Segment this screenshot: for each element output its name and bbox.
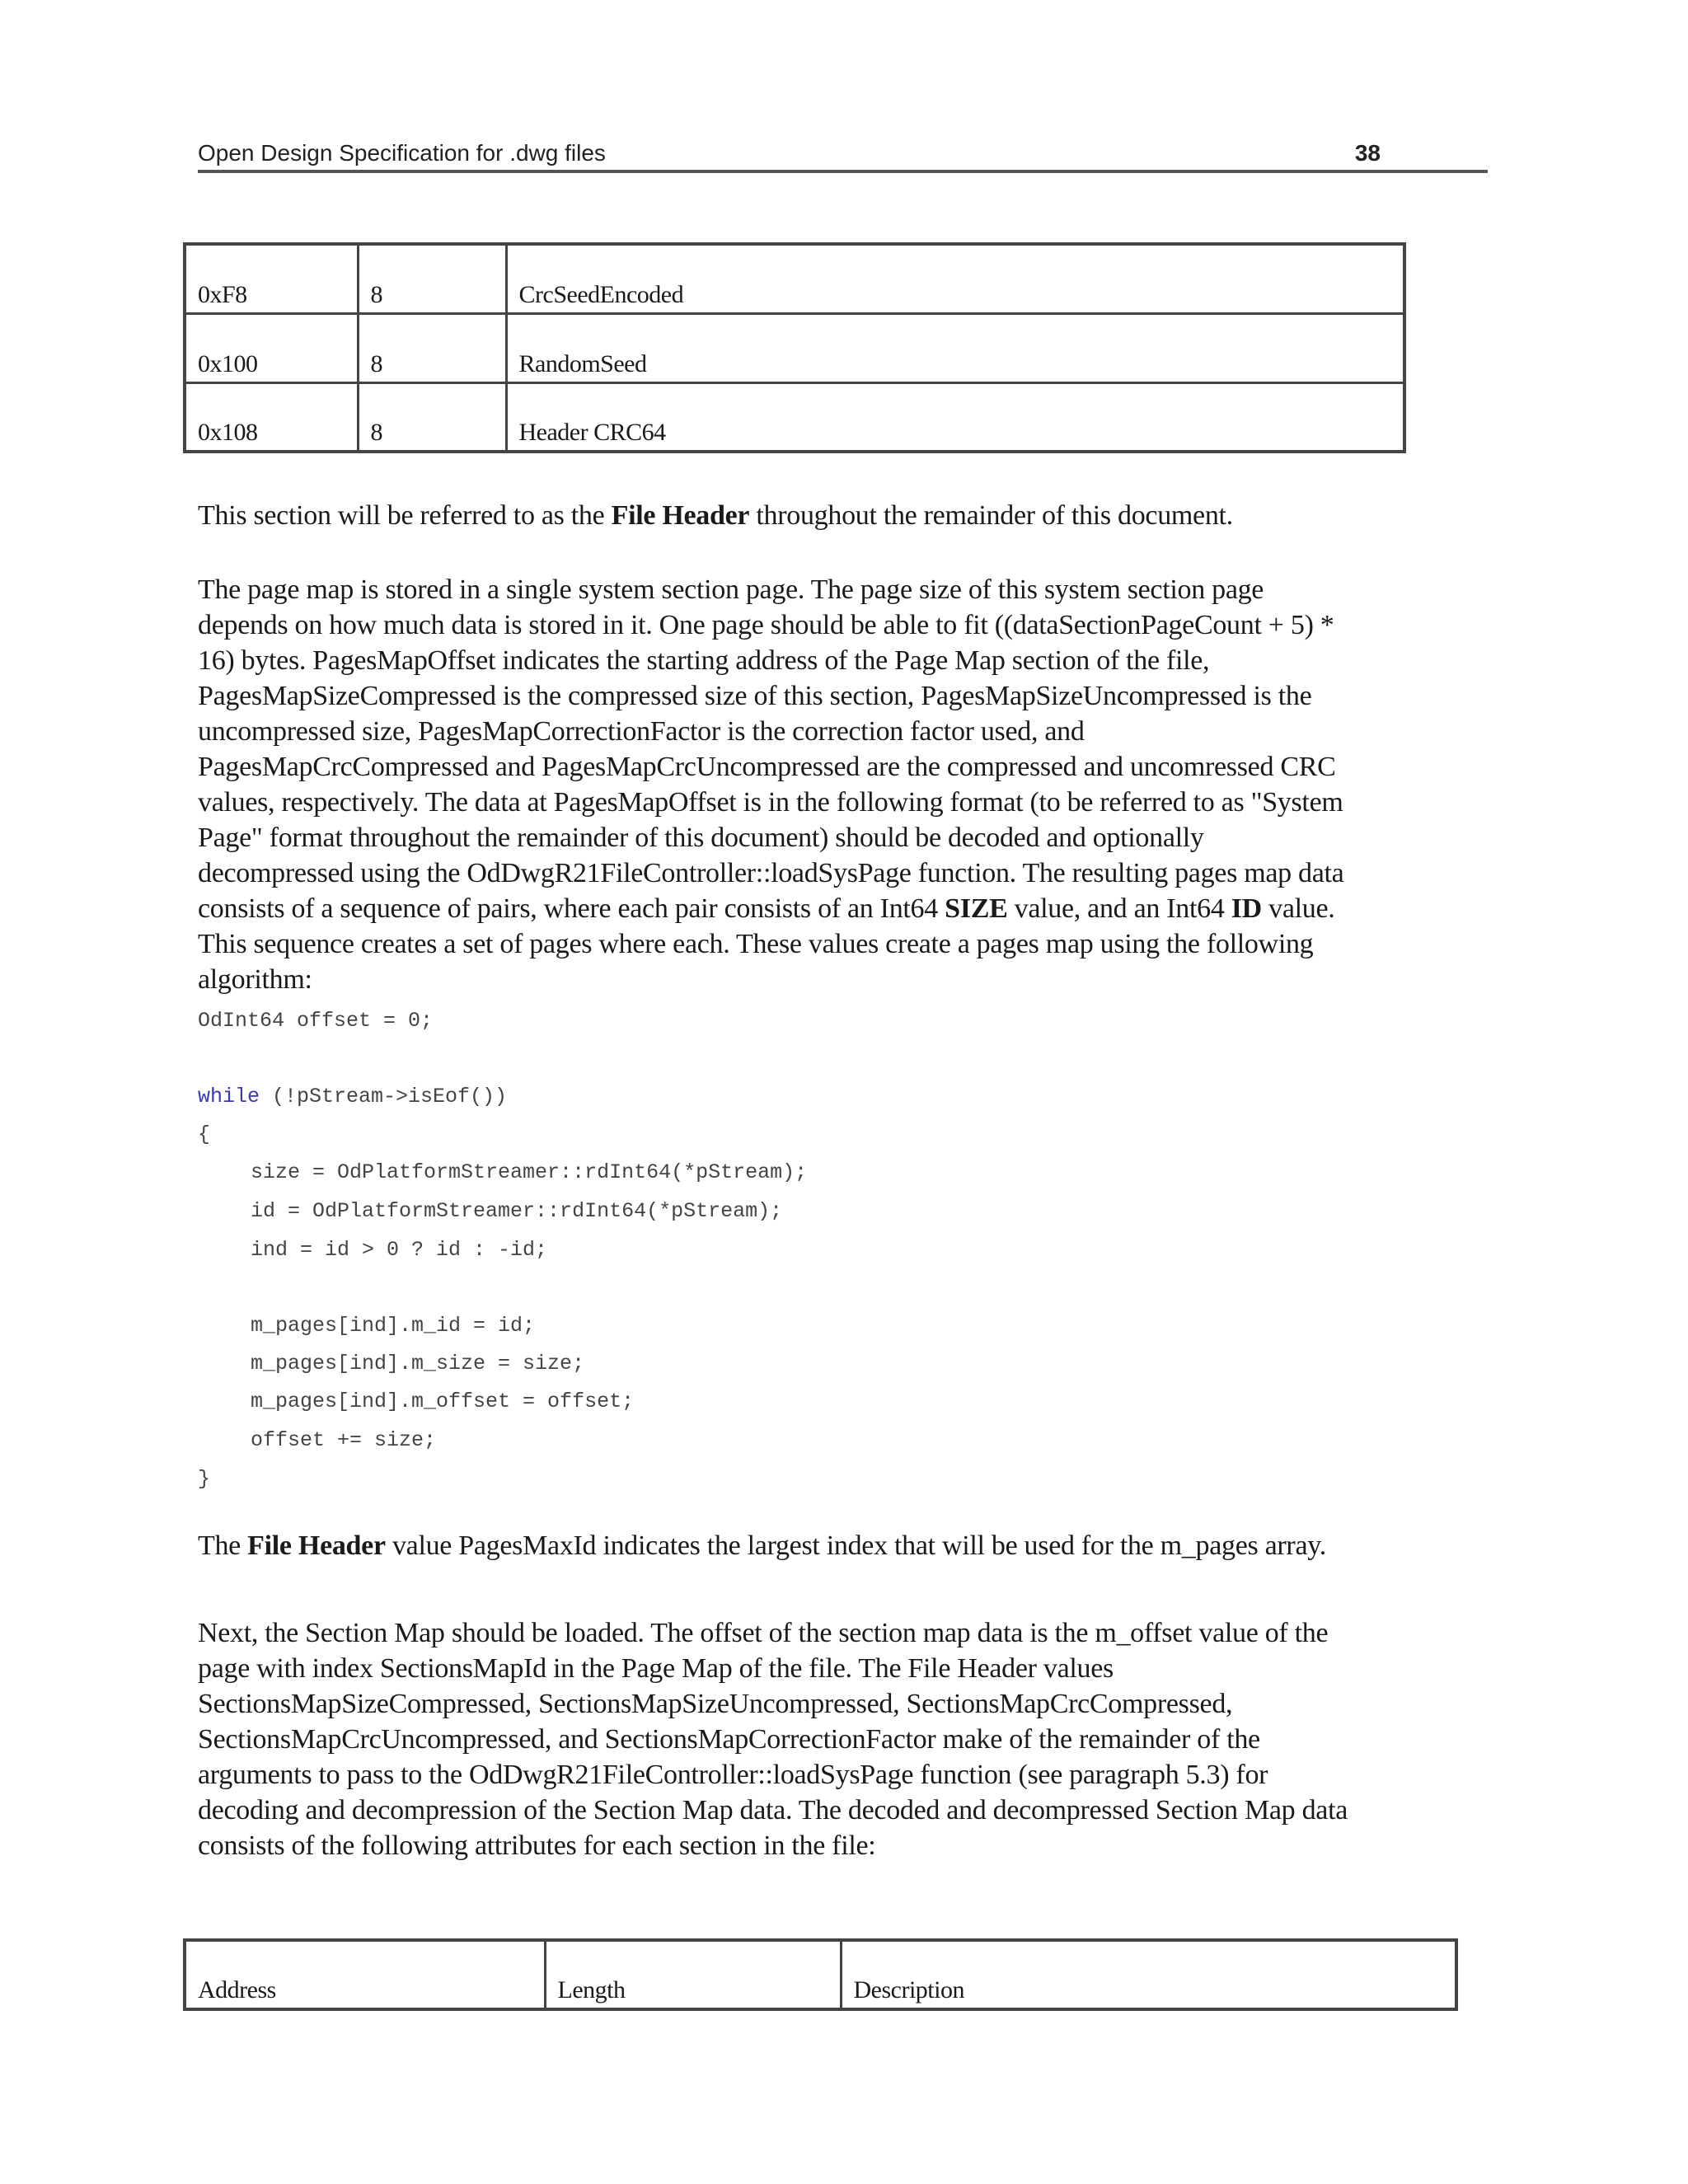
text-line: SectionsMapSizeCompressed, SectionsMapSizeUncompressed, SectionsMapCrcCompressed, [198,1689,1233,1719]
code-keyword: while [198,1085,260,1108]
text-line: Page" format throughout the remainder of this document) should be decoded and optionally [198,823,1204,853]
page-header [198,135,1488,173]
text-span: value. [1261,893,1335,924]
code-line: offset += size; [251,1428,437,1452]
text-line: page with index SectionsMapId in the Page Map of the file. The File Header values [198,1653,1114,1684]
code-line: m_pages[ind].m_size = size; [251,1352,585,1376]
code-line: m_pages[ind].m_offset = offset; [251,1390,635,1413]
table-header-row [185,1940,1456,2009]
bold-term: SIZE [945,893,1008,924]
text-line: PagesMapCrcCompressed and PagesMapCrcUncompressed are the compressed and uncomressed CRC [198,752,1336,782]
code-line: size = OdPlatformStreamer::rdInt64(*pStream); [251,1160,808,1184]
pages-max-id-paragraph [198,1528,1451,1563]
table-row [185,313,1404,382]
text-line: The page map is stored in a single system section page. The page size of this system section page [198,574,1264,605]
table-row [185,244,1404,313]
text-line: This sequence creates a set of pages where each. These values create a pages map using the following [198,929,1314,959]
code-line: OdInt64 offset = 0; [198,1009,434,1033]
text-line: arguments to pass to the OdDwgR21FileController::loadSysPage function (see paragraph 5.3) for [198,1760,1268,1790]
text-line: SectionsMapCrcUncompressed, and SectionsMapCorrectionFactor make of the remainder of the [198,1724,1260,1755]
table-row [185,382,1404,452]
bold-term: File Header [611,500,750,531]
column-header-description: Description [841,1940,1456,2009]
page-number: 38 [1354,140,1381,166]
page-map-paragraph [198,572,1451,997]
text-line: Next, the Section Map should be loaded. The offset of the section map data is the m_offset value of the [198,1618,1329,1648]
text-span: value PagesMaxId indicates the largest index that will be used for the m_pages array. [385,1530,1326,1561]
table-cell-length: 8 [358,244,506,313]
table-cell-address: 0x108 [185,382,358,452]
text-span: This section will be referred to as the [198,500,612,531]
text-line: values, respectively. The data at PagesMapOffset is in the following format (to be referred to as "System [198,787,1343,818]
text-span: throughout the remainder of this document. [749,500,1233,531]
text-line: depends on how much data is stored in it. One page should be able to fit ((dataSectionPageCount + 5) * [198,610,1334,640]
text-line: decompressed using the OdDwgR21FileController::loadSysPage function. The resulting pages map data [198,858,1344,888]
header-fields-table [183,242,1406,453]
code-line: } [198,1467,211,1491]
document-title: Open Design Specification for .dwg files [198,140,606,166]
table-cell-length: 8 [358,313,506,382]
code-line: ind = id > 0 ? id : -id; [251,1238,548,1262]
code-line: m_pages[ind].m_id = id; [251,1314,536,1338]
text-line: PagesMapSizeCompressed is the compressed size of this section, PagesMapSizeUncompressed is the [198,681,1312,711]
text-span: consists of a sequence of pairs, where each pair consists of an Int64 [198,893,945,924]
file-header-paragraph [198,498,1451,533]
table-cell-address: 0xF8 [185,244,358,313]
code-line [198,1085,507,1108]
table-cell-length: 8 [358,382,506,452]
text-line [198,891,1451,926]
code-line: { [198,1122,211,1146]
text-span: The [198,1530,248,1561]
text-line: consists of the following attributes for each section in the file: [198,1830,876,1861]
table-cell-description: CrcSeedEncoded [506,244,1404,313]
code-text: (!pStream->isEof()) [260,1085,508,1108]
column-header-length: Length [545,1940,841,2009]
section-map-paragraph [198,1615,1451,1863]
text-span: value, and an Int64 [1007,893,1231,924]
text-line: algorithm: [198,964,312,995]
table-cell-description: Header CRC64 [506,382,1404,452]
bold-term: File Header [247,1530,386,1561]
text-line: uncompressed size, PagesMapCorrectionFactor is the correction factor used, and [198,716,1085,747]
table-cell-description: RandomSeed [506,313,1404,382]
code-line: id = OdPlatformStreamer::rdInt64(*pStream); [251,1199,783,1223]
bold-term: ID [1231,893,1262,924]
text-line: decoding and decompression of the Section Map data. The decoded and decompressed Section Map data [198,1795,1348,1825]
text-line: 16) bytes. PagesMapOffset indicates the starting address of the Page Map section of the file, [198,645,1210,676]
table-cell-address: 0x100 [185,313,358,382]
section-map-table [183,1938,1458,2011]
column-header-address: Address [185,1940,545,2009]
